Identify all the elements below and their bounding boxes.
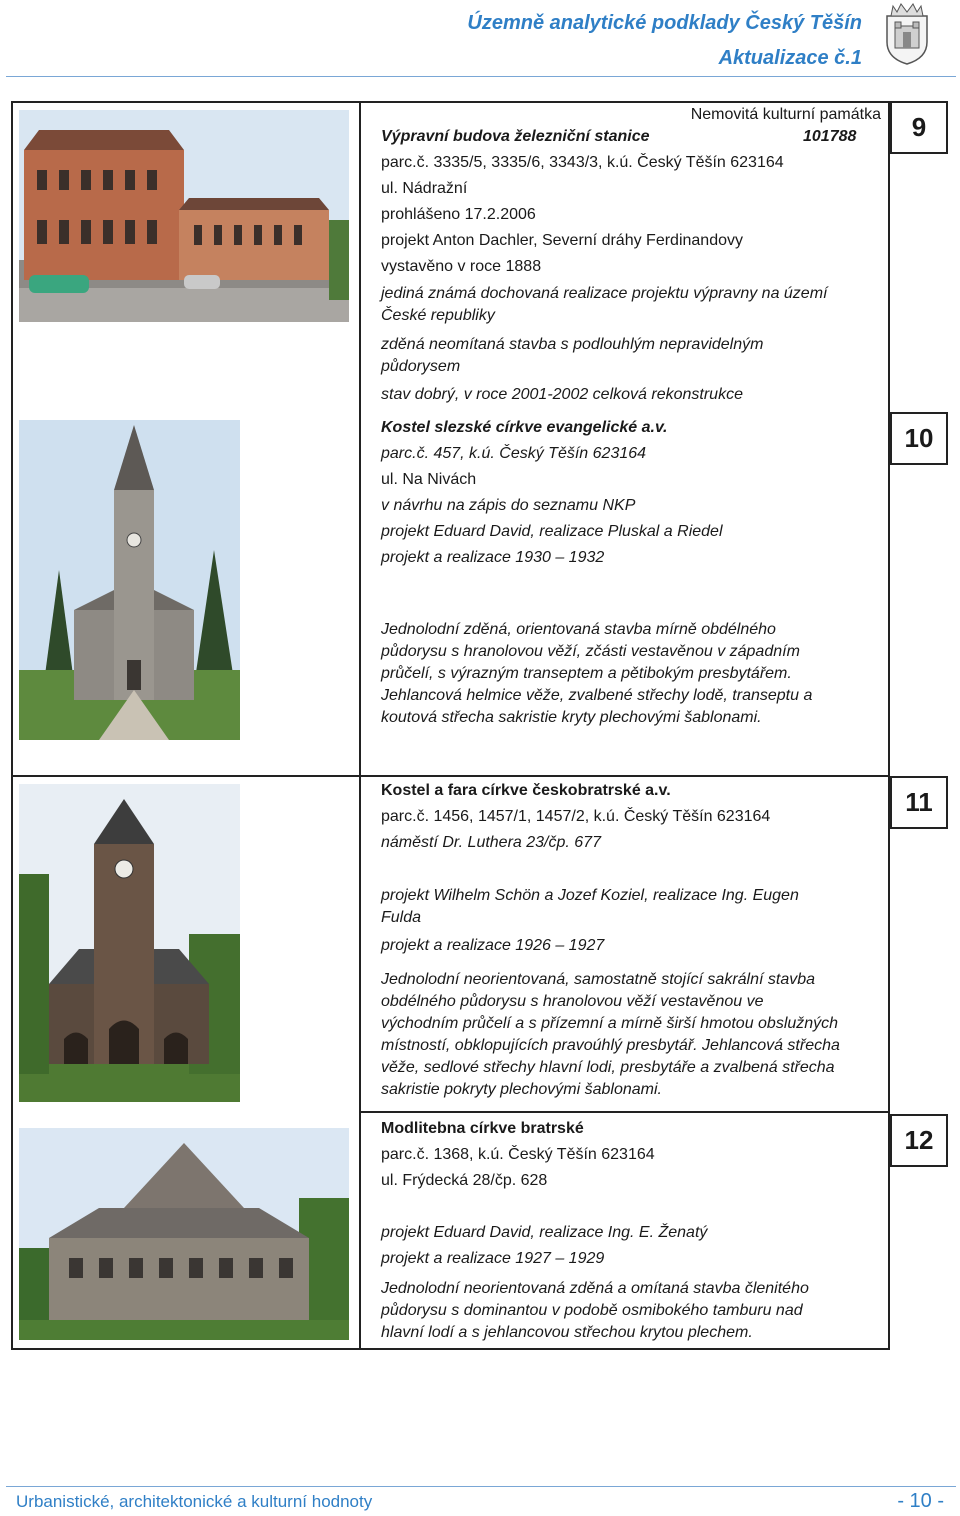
entry-9-note-2b: půdorysem (381, 358, 461, 375)
entry-11-text (381, 780, 881, 1101)
entry-10-status: v návrhu na zápis do seznamu NKP (381, 497, 636, 514)
entry-11-desc-line: věže, sedlové střechy hlavní lodi, presbytáře a zvalbená střecha (381, 1059, 835, 1076)
entry-11-project-a: projekt Wilhelm Schön a Jozef Koziel, realizace Ing. Eugen (381, 887, 799, 904)
entry-11-description (381, 969, 881, 1101)
entry-12-desc-line: půdorysu s dominantou v podobě osmibokého tamburu nad (381, 1302, 803, 1319)
photo-railway-station (19, 110, 349, 322)
entry-9-note-2a: zděná neomítaná stavba s podlouhlým nepravidelným (381, 336, 764, 353)
entry-9-title-row (381, 126, 881, 148)
photo-prayer-house (19, 1128, 349, 1340)
header-rule (6, 76, 956, 77)
entry-11-desc-line: Jednolodní neorientovaná, samostatně stojící sakrální stavba (381, 971, 816, 988)
entry-9-declared: prohlášeno 17.2.2006 (381, 206, 536, 223)
entry-12-text (381, 1118, 881, 1344)
entry-10-desc-line: Jehlancová helmice věže, zvalbené střechy lodě, transeptu a (381, 687, 813, 704)
entry-11-title: Kostel a fara církve českobratrské a.v. (381, 782, 671, 799)
entry-11-years: projekt a realizace 1926 – 1927 (381, 937, 605, 954)
entry-11-parcel: parc.č. 1456, 1457/1, 1457/2, k.ú. Český Těšín 623164 (381, 808, 771, 825)
entry-9-street: ul. Nádražní (381, 180, 468, 197)
entry-10-desc-line: průčelí, s výrazným transeptem a pětibokým presbytářem. (381, 665, 792, 682)
entry-9-title: Výpravní budova železniční stanice (381, 128, 650, 145)
column-divider (359, 101, 361, 1350)
entry-12-desc-line: hlavní lodí a s jehlancovou střechou krytou plechem. (381, 1324, 753, 1341)
entry-9-text (381, 104, 881, 406)
entry-9-note-3: stav dobrý, v roce 2001-2002 celková rekonstrukce (381, 386, 743, 403)
entry-9-parcel: parc.č. 3335/5, 3335/6, 3343/3, k.ú. Český Těšín 623164 (381, 154, 784, 171)
entry-12-title: Modlitebna církve bratrské (381, 1120, 584, 1137)
entry-11-street: náměstí Dr. Luthera 23/čp. 677 (381, 834, 601, 851)
photo-brethren-church (19, 784, 240, 1102)
photo-evangelical-church (19, 420, 240, 740)
entry-12-project: projekt Eduard David, realizace Ing. E. Ženatý (381, 1224, 708, 1241)
entry-11-desc-line: sakristie pokryty plechovými šablonami. (381, 1081, 662, 1098)
entry-10-desc-line: Jednolodní zděná, orientovaná stavba mírně obdélného (381, 621, 776, 638)
entry-12-description (381, 1278, 881, 1344)
entry-10-parcel: parc.č. 457, k.ú. Český Těšín 623164 (381, 445, 647, 462)
entry-10-description (381, 619, 881, 729)
footer-rule (6, 1486, 956, 1487)
entry-10-project: projekt Eduard David, realizace Pluskal a Riedel (381, 523, 723, 540)
entry-11-desc-line: obdélného půdorysu s hranolovou věží vestavěnou ve (381, 993, 764, 1010)
entry-9-note-1b: České republiky (381, 307, 495, 324)
entry-10-desc-line: koutová střecha sakristie kryty plechovými šablonami. (381, 709, 762, 726)
entry-11-project-b: Fulda (381, 909, 422, 926)
entry-10-desc-line: půdorysu s hranolovou věží, zčásti vestavěnou v západním (381, 643, 800, 660)
entry-9-number: 9 (890, 101, 948, 154)
header-line-2: Aktualizace č.1 (718, 47, 862, 69)
entry-11-number: 11 (890, 776, 948, 829)
header-line-1: Územně analytické podklady Český Těšín (467, 12, 862, 34)
entry-10-title: Kostel slezské církve evangelické a.v. (381, 419, 668, 436)
entry-9-note-1a: jediná známá dochovaná realizace projektu výpravny na území (381, 285, 828, 302)
entry-11-desc-line: východním průčelí a s přízemní a mírně širší hmotou obslužných (381, 1015, 839, 1032)
entry-10-text (381, 417, 881, 729)
row-divider (11, 775, 890, 777)
town-crest-icon (883, 2, 931, 66)
entry-12-desc-line: Jednolodní neorientovaná zděná a omítaná stavba členitého (381, 1280, 809, 1297)
entry-12-parcel: parc.č. 1368, k.ú. Český Těšín 623164 (381, 1146, 655, 1163)
document-header (467, 6, 862, 76)
entry-9-built: vystavěno v roce 1888 (381, 258, 542, 275)
row-divider (359, 1111, 890, 1113)
entry-12-street: ul. Frýdecká 28/čp. 628 (381, 1172, 548, 1189)
entry-11-desc-line: místností, obklopujících pravoúhlý presbytář. Jehlancová střecha (381, 1037, 840, 1054)
entry-10-years: projekt a realizace 1930 – 1932 (381, 549, 605, 566)
entry-12-number: 12 (890, 1114, 948, 1167)
entry-9-project: projekt Anton Dachler, Severní dráhy Ferdinandovy (381, 232, 743, 249)
entry-12-years: projekt a realizace 1927 – 1929 (381, 1250, 605, 1267)
entry-9-code: 101788 (803, 128, 857, 145)
entry-10-street: ul. Na Nivách (381, 471, 477, 488)
page-number: - 10 - (897, 1490, 944, 1512)
footer-section-title: Urbanistické, architektonické a kulturní hodnoty (16, 1492, 373, 1511)
entry-9-category: Nemovitá kulturní památka (690, 106, 881, 123)
entry-10-number: 10 (890, 412, 948, 465)
